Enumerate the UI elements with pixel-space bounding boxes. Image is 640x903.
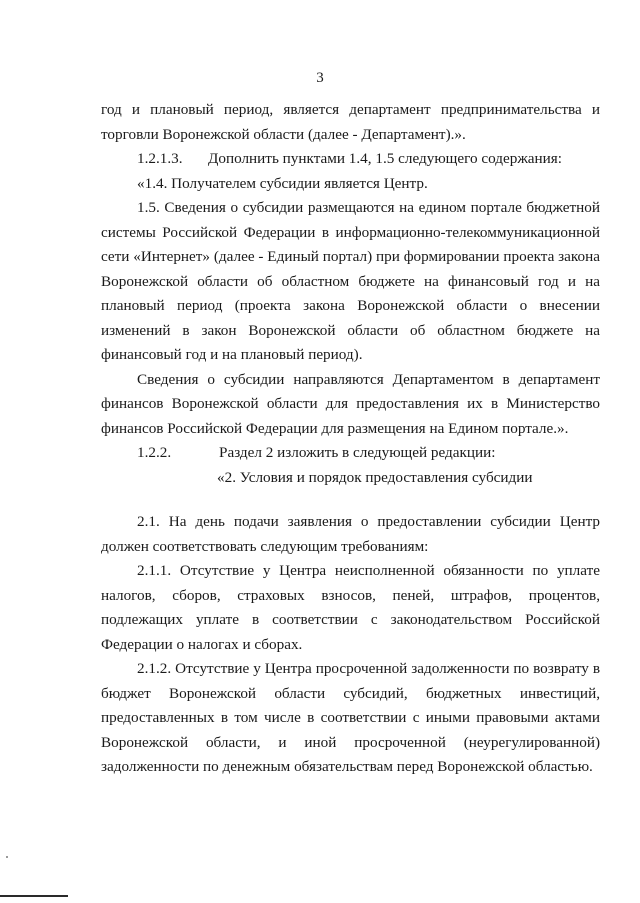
scan-artifact xyxy=(6,856,8,858)
item-text: Дополнить пунктами 1.4, 1.5 следующего содержания: xyxy=(208,150,563,167)
paragraph-overdue-debt: 2.1.2. Отсутствие у Центра просроченной задолженности по возврату в бюджет Воронежской области субсидий, бюджетных инвестиций, предоставленных в том числе в соответствии с иными правовыми актами Воронежской области, и иной просроченной (неурегулированной) задолженности по денежным обязательствам перед Воронежской областью. xyxy=(101,660,600,775)
paragraph-requirements: 2.1. На день подачи заявления о предоставлении субсидии Центр должен соответствовать следующим требованиям: xyxy=(101,513,600,555)
paragraph-recipient: «1.4. Получателем субсидии является Центр. xyxy=(137,174,428,192)
section-spacer xyxy=(101,490,600,510)
item-text: Раздел 2 изложить в следующей редакции: xyxy=(219,444,496,461)
page-number: 3 xyxy=(316,70,324,86)
document-body xyxy=(101,98,600,780)
item-1-2-2 xyxy=(101,441,600,466)
paragraph-portal-info: 1.5. Сведения о субсидии размещаются на едином портале бюджетной системы Российской Федерации в информационно-телекоммуникационной сети «Интернет» (далее - Единый портал) при формировании проекта закона Воронежской области об областном бюджете на финансовый год и на плановый период (проекта закона Воронежской области о внесении изменений в закон Воронежской области об областном бюджете на финансовый год и на плановый период). xyxy=(101,199,600,363)
scan-edge-mark xyxy=(0,895,68,897)
paragraph-department: год и плановый период, является департамент предпринимательства и торговли Воронежской области (далее - Департамент).». xyxy=(101,101,600,143)
item-number: 1.2.1.3. xyxy=(137,150,183,167)
paragraph-finance-department: Сведения о субсидии направляются Департаментом в департамент финансов Воронежской области для предоставления их в Министерство финансов Российской Федерации для размещения на Едином портале.». xyxy=(101,370,600,437)
item-number: 1.2.2. xyxy=(137,444,172,461)
section-heading: «2. Условия и порядок предоставления субсидии xyxy=(217,468,533,486)
item-1-2-1-3 xyxy=(101,147,600,172)
paragraph-tax-obligations: 2.1.1. Отсутствие у Центра неисполненной обязанности по уплате налогов, сборов, страховых взносов, пеней, штрафов, процентов, подлежащих уплате в соответствии с законодательством Российской Федерации о налогах и сборах. xyxy=(101,562,600,653)
